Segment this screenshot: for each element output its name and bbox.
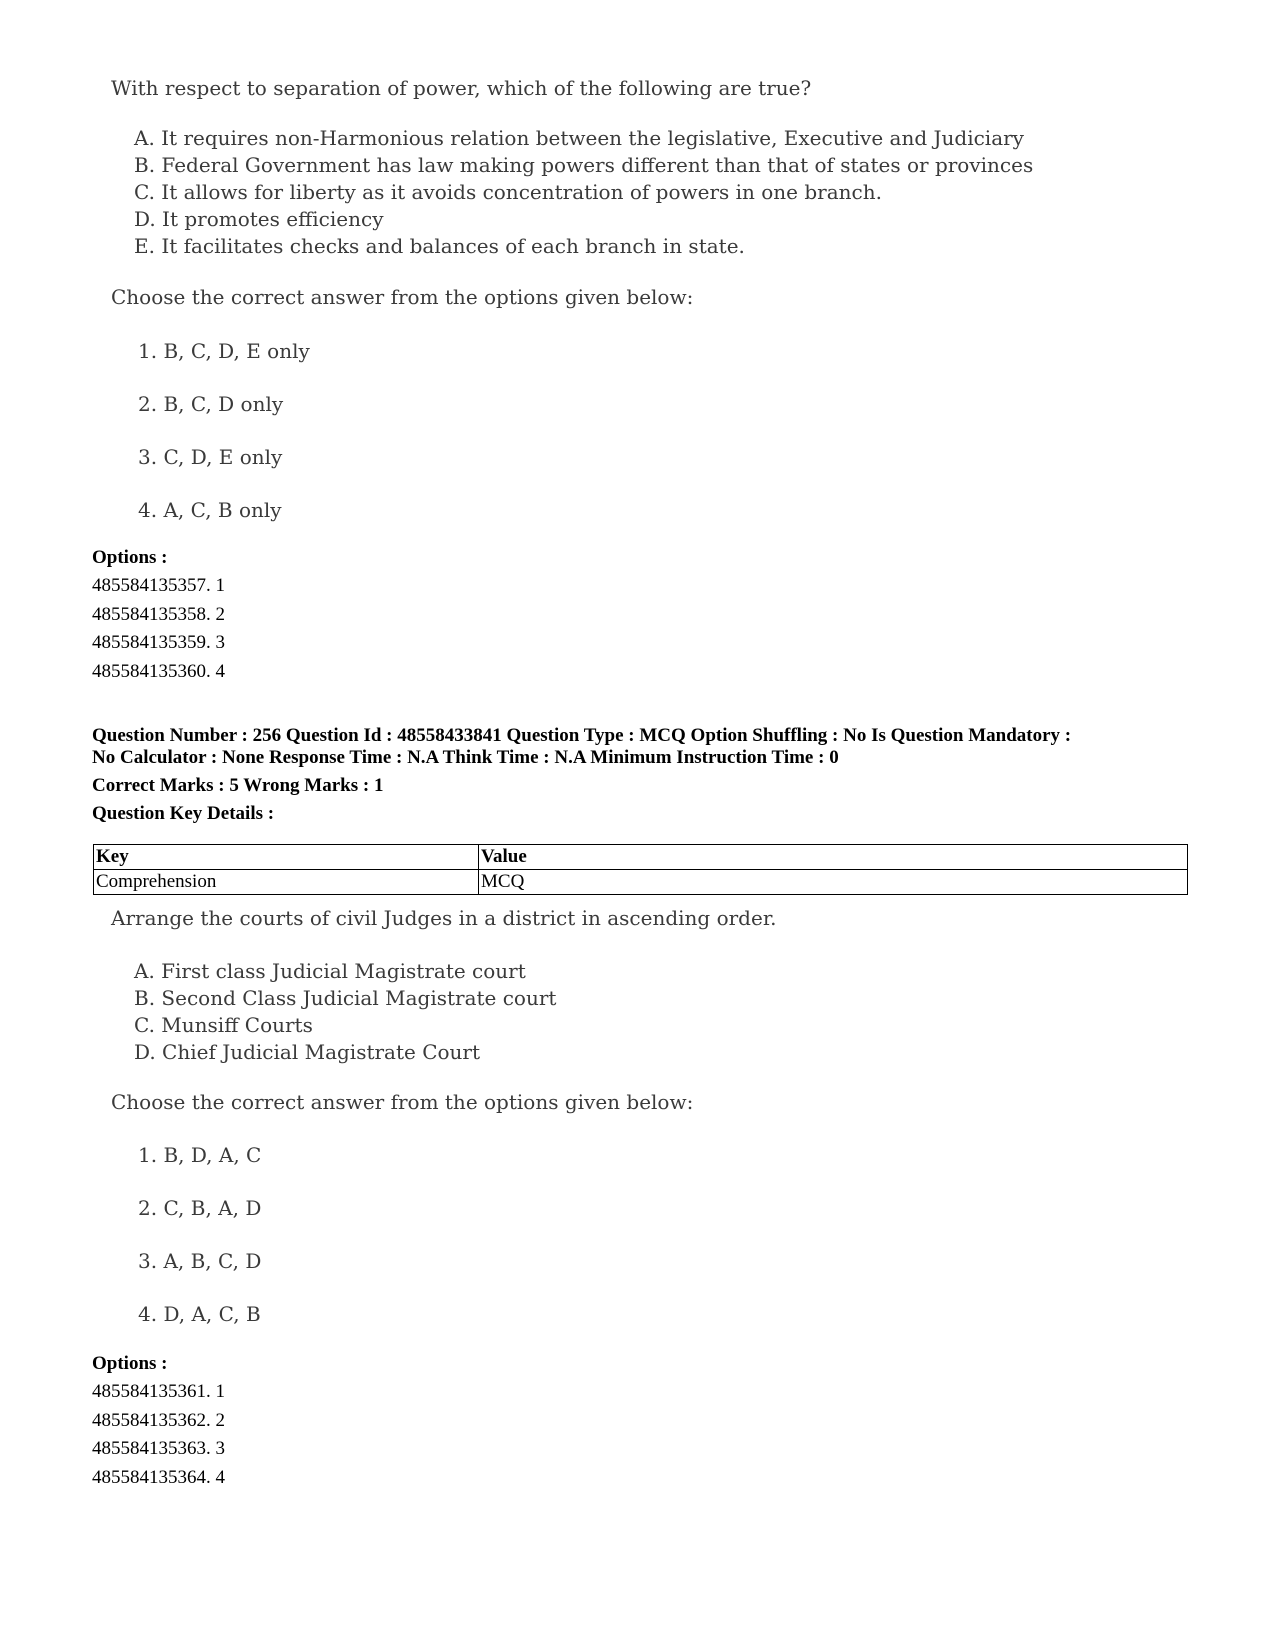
question-stem: With respect to separation of power, which of the following are true? bbox=[111, 76, 812, 100]
question-stem: Arrange the courts of civil Judges in a district in ascending order. bbox=[111, 906, 777, 930]
option-id-4: 485584135360. 4 bbox=[92, 661, 225, 682]
choose-instruction: Choose the correct answer from the options given below: bbox=[111, 285, 694, 309]
cell-key: Comprehension bbox=[94, 870, 479, 895]
question-meta-line-2: No Calculator : None Response Time : N.A Think Time : N.A Minimum Instruction Time : 0 bbox=[92, 747, 839, 768]
header-value: Value bbox=[479, 845, 1188, 870]
statement-e: E. It facilitates checks and balances of each branch in state. bbox=[134, 234, 745, 258]
choice-3: 3. A, B, C, D bbox=[138, 1249, 262, 1273]
option-id-4: 485584135364. 4 bbox=[92, 1467, 225, 1488]
statement-d: D. It promotes efficiency bbox=[134, 207, 384, 231]
key-details-table bbox=[93, 844, 1188, 895]
table-row bbox=[94, 870, 1188, 895]
choice-2: 2. B, C, D only bbox=[138, 392, 284, 416]
option-id-3: 485584135363. 3 bbox=[92, 1438, 225, 1459]
statement-c: C. Munsiff Courts bbox=[134, 1013, 313, 1037]
option-id-1: 485584135361. 1 bbox=[92, 1381, 225, 1402]
statement-a: A. It requires non-Harmonious relation between the legislative, Executive and Judiciary bbox=[134, 126, 1024, 150]
statement-b: B. Federal Government has law making powers different than that of states or provinces bbox=[134, 153, 1034, 177]
statement-a: A. First class Judicial Magistrate court bbox=[134, 959, 526, 983]
option-id-2: 485584135362. 2 bbox=[92, 1410, 225, 1431]
table-header-row bbox=[94, 845, 1188, 870]
choice-4: 4. A, C, B only bbox=[138, 498, 282, 522]
option-id-3: 485584135359. 3 bbox=[92, 632, 225, 653]
choice-1: 1. B, C, D, E only bbox=[138, 339, 310, 363]
key-details-label: Question Key Details : bbox=[92, 803, 275, 824]
marks-line: Correct Marks : 5 Wrong Marks : 1 bbox=[92, 775, 384, 796]
choice-3: 3. C, D, E only bbox=[138, 445, 283, 469]
choice-4: 4. D, A, C, B bbox=[138, 1302, 261, 1326]
statement-b: B. Second Class Judicial Magistrate court bbox=[134, 986, 557, 1010]
choice-1: 1. B, D, A, C bbox=[138, 1143, 262, 1167]
choice-2: 2. C, B, A, D bbox=[138, 1196, 262, 1220]
choose-instruction: Choose the correct answer from the options given below: bbox=[111, 1090, 694, 1114]
question-meta-line-1: Question Number : 256 Question Id : 48558433841 Question Type : MCQ Option Shuffling : No Is Question Mandatory : bbox=[92, 725, 1072, 746]
statement-d: D. Chief Judicial Magistrate Court bbox=[134, 1040, 481, 1064]
options-label: Options : bbox=[92, 547, 168, 568]
option-id-1: 485584135357. 1 bbox=[92, 575, 225, 596]
options-label: Options : bbox=[92, 1353, 168, 1374]
cell-value: MCQ bbox=[479, 870, 1188, 895]
option-id-2: 485584135358. 2 bbox=[92, 604, 225, 625]
statement-c: C. It allows for liberty as it avoids concentration of powers in one branch. bbox=[134, 180, 882, 204]
header-key: Key bbox=[94, 845, 479, 870]
